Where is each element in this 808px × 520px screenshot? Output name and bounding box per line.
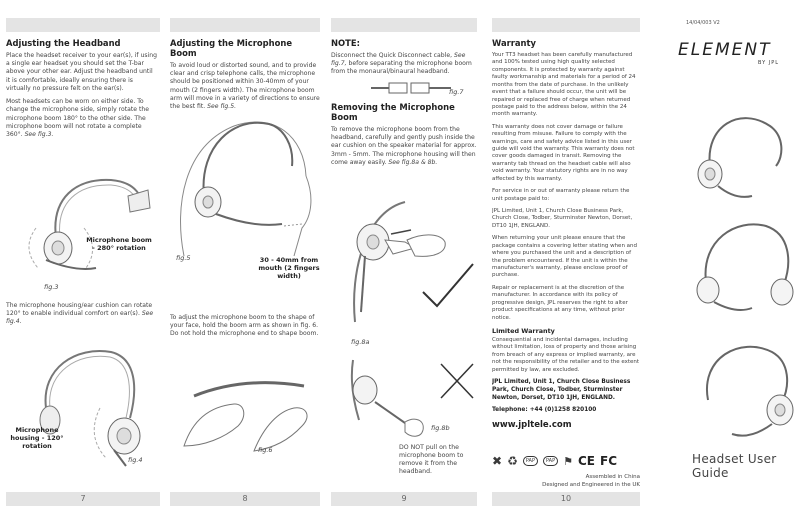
top-bar bbox=[492, 18, 640, 32]
warranty-para-3: For service in or out of warranty please return the unit postage paid to: bbox=[492, 188, 630, 202]
fig8a-label: fig.8a bbox=[351, 338, 370, 346]
heading-adjusting-boom: Adjusting the Microphone Boom bbox=[170, 38, 293, 58]
warranty-para-6: Repair or replacement is at the discretion of the manufacturer. In accordance with its policy of progressive design, JPL reserves the right to alter product specifications at any time, without prior notice. bbox=[492, 284, 628, 321]
tidy-man-icon: ⚑ bbox=[563, 454, 573, 468]
telephone: Telephone: +44 (0)1258 820100 bbox=[492, 407, 597, 414]
fig5-label: fig.5 bbox=[176, 254, 191, 262]
pap-mark-1: PAP bbox=[523, 456, 538, 466]
note-heading: NOTE: bbox=[331, 38, 360, 48]
fig6-label: fig.6 bbox=[258, 446, 273, 454]
doc-code: 14/04/003 V2 bbox=[686, 20, 720, 26]
page-number: 7 bbox=[80, 494, 86, 503]
recycle-icon: ♻ bbox=[507, 454, 518, 468]
warranty-para-1: Your TT3 headset has been carefully manufactured and 100% tested using high quality selected components. It is protected by warranty against faulty workmanship and materials for a period of 24 months from the date of purchase. In the unlikely event that a failure should occur, the unit will be repaired or replaced free of charge when returned postage paid to the address below, within the 24 month warranty. bbox=[492, 52, 636, 118]
boom-para: To avoid loud or distorted sound, and to provide clear and crisp telephone calls, the microphone should be positioned within 30-40mm of your mouth (2 fingers width). The microphone boom arm will move in a variety of directions to ensure the best fit. See fig.5. bbox=[170, 62, 320, 111]
heading-removing-boom: Removing the Microphone Boom bbox=[331, 102, 455, 122]
heading-adjusting-headband: Adjusting the Headband bbox=[6, 38, 121, 48]
heading-warranty: Warranty bbox=[492, 38, 536, 48]
page-number: 8 bbox=[242, 494, 248, 503]
page-number-bar bbox=[170, 492, 320, 506]
top-bar bbox=[6, 18, 160, 32]
top-bar bbox=[170, 18, 320, 32]
cover-title: Headset User Guide bbox=[692, 452, 777, 480]
page-8 bbox=[170, 0, 320, 520]
warranty-para-2: This warranty does not cover damage or failure resulting from misuse. Failure to comply with the warnings, care and safety advice listed in this user guide will void the warranty. This warranty does not cover goods damaged in transit. Removing the warranty tab thread on the headset cable will also void warranty. Your statutory rights are in no way affected by this warranty. bbox=[492, 123, 635, 182]
callout-boom-rotation: Microphone boom - 280° rotation bbox=[86, 236, 152, 253]
fig4-label: fig.4 bbox=[128, 456, 143, 464]
headset-drawing-fig3 bbox=[16, 168, 156, 278]
top-bar bbox=[331, 18, 477, 32]
page-number: 9 bbox=[401, 494, 407, 503]
headset-illustration-1 bbox=[680, 96, 790, 206]
ce-mark: CE bbox=[577, 454, 595, 468]
warranty-para-4: JPL Limited, Unit 1, Church Close Business Park, Church Close, Todber, Sturminster Newton, Dorset, DT10 1JH, ENGLAND. bbox=[492, 208, 633, 229]
fig7-label: fig.7 bbox=[449, 88, 464, 96]
brand-sub: BY JPL bbox=[758, 60, 780, 66]
assembled-text: Assembled in China bbox=[585, 474, 640, 480]
warranty-para-5: When returning your unit please ensure that the package contains a covering letter stating when and where you purchased the unit and a description of the problem encountered. If the unit is within the manufacturer's warranty, please enclose proof of purchase. bbox=[492, 235, 638, 279]
face-drawing-fig5 bbox=[174, 106, 320, 266]
push-drawing-fig8a bbox=[345, 182, 477, 332]
brand-logo: ELEMENT bbox=[678, 40, 772, 60]
page-10 bbox=[492, 0, 640, 520]
connector-drawing-fig7 bbox=[371, 80, 451, 96]
note-para: Disconnect the Quick Disconnect cable, See fig.7, before separating the microphone boom from the monaural/binaural headband. bbox=[331, 52, 472, 76]
callout-mouth-distance: 30 - 40mm from mouth (2 fingers width) bbox=[258, 256, 320, 281]
boom-shape-para: To adjust the microphone boom to the shape of your face, hold the boom arm as shown in fig. 6. Do not hold the microphone end to shape boom. bbox=[170, 314, 319, 338]
limited-warranty-para: Consequential and incidental damages, including without limitation, loss of property and those arising from breach of any express or implied warranty, are not the responsibility of the retailer and to the extent permitted by law, are excluded. bbox=[492, 336, 640, 373]
designed-text: Designed and Engineered in the UK bbox=[542, 482, 640, 488]
fc-mark: FC bbox=[600, 454, 618, 468]
rotate-para: Most headsets can be worn on either side. To change the microphone side, simply rotate the microphone boom 180° to the other side. The microphone boom will not rotate a complete 360°. See fig.3. bbox=[6, 98, 149, 138]
address-bold: JPL Limited, Unit 1, Church Close Business Park, Church Close, Todber, Sturminster Newton, Dorset, DT10 1JH, ENGLAND. bbox=[492, 379, 631, 401]
page-number-bar bbox=[6, 492, 160, 506]
pull-drawing-fig8b bbox=[345, 350, 477, 440]
callout-housing-rotation: Microphone housing - 120° rotation bbox=[10, 426, 64, 451]
page-number-bar bbox=[492, 492, 640, 506]
headset-illustration-3 bbox=[680, 330, 800, 440]
housing-para: The microphone housing/ear cushion can rotate 120° to enable individual comfort on ear(s). See fig.4. bbox=[6, 302, 154, 326]
removing-para: To remove the microphone boom from the headband, carefully and gently push inside the ear cushion on the speaker material for approx. 3mm - 5mm. The microphone housing will then come away easily. See fig.8a & 8b. bbox=[331, 126, 477, 166]
hands-drawing-fig6 bbox=[174, 356, 320, 456]
page-number-bar bbox=[331, 492, 477, 506]
weee-bin-icon: ✖ bbox=[492, 454, 503, 468]
pap-mark-2: PAP bbox=[543, 456, 558, 466]
cover-page bbox=[650, 0, 808, 520]
fig3-label: fig.3 bbox=[44, 283, 59, 291]
heading-limited-warranty: Limited Warranty bbox=[492, 326, 555, 335]
page-9 bbox=[331, 0, 477, 520]
fig8b-label: fig.8b bbox=[431, 424, 450, 432]
website-link[interactable]: www.jpltele.com bbox=[492, 420, 572, 431]
page-number: 10 bbox=[560, 494, 572, 503]
certification-marks bbox=[492, 452, 640, 470]
headset-illustration-2 bbox=[686, 210, 796, 320]
warning-text: DO NOT pull on the microphone boom to remove it from the headband. bbox=[399, 444, 464, 476]
headband-para: Place the headset receiver to your ear(s), if using a single ear headset you should set the T-bar above your other ear. Adjust the headband until it is comfortable, ideally ensuring there is virtually no pressure felt on the ear(s). bbox=[6, 52, 157, 92]
page-7 bbox=[6, 0, 160, 520]
